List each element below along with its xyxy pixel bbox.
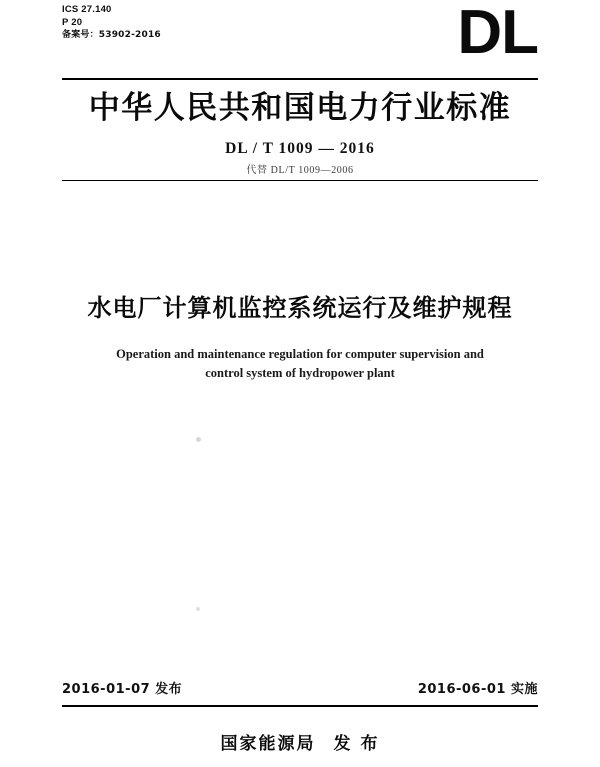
publisher-action: 发 布: [333, 734, 380, 754]
ics-info: [62, 4, 161, 42]
page-speck-lower: [196, 607, 200, 611]
document-title-en: [100, 345, 500, 383]
header-block: [62, 0, 538, 76]
page-speck-upper: [196, 437, 201, 442]
document-title-cn: 水电厂计算机监控系统运行及维护规程: [87, 294, 513, 322]
standard-replaces: 代替 DL/T 1009—2006: [246, 165, 354, 176]
publisher-name: 国家能源局: [220, 734, 316, 754]
document-title-en-line1: Operation and maintenance regulation for computer supervision and: [116, 347, 484, 361]
divider-bottom: [62, 705, 538, 707]
series-title: 中华人民共和国电力行业标准: [88, 90, 512, 126]
effective-date: 2016-06-01 实施: [417, 682, 538, 697]
divider-middle: [62, 180, 538, 181]
classification-code: P 20: [62, 16, 83, 28]
standard-number: DL / T 1009 — 2016: [225, 140, 375, 157]
publisher: [0, 729, 600, 754]
document-title-en-line2: control system of hydropower plant: [205, 366, 395, 380]
dl-logo: DL: [457, 0, 538, 67]
record-number: 备案号：53902-2016: [62, 30, 161, 40]
ics-code: ICS 27.140: [62, 4, 112, 15]
issue-date: 2016-01-07 发布: [62, 682, 183, 697]
divider-top: [62, 78, 538, 80]
